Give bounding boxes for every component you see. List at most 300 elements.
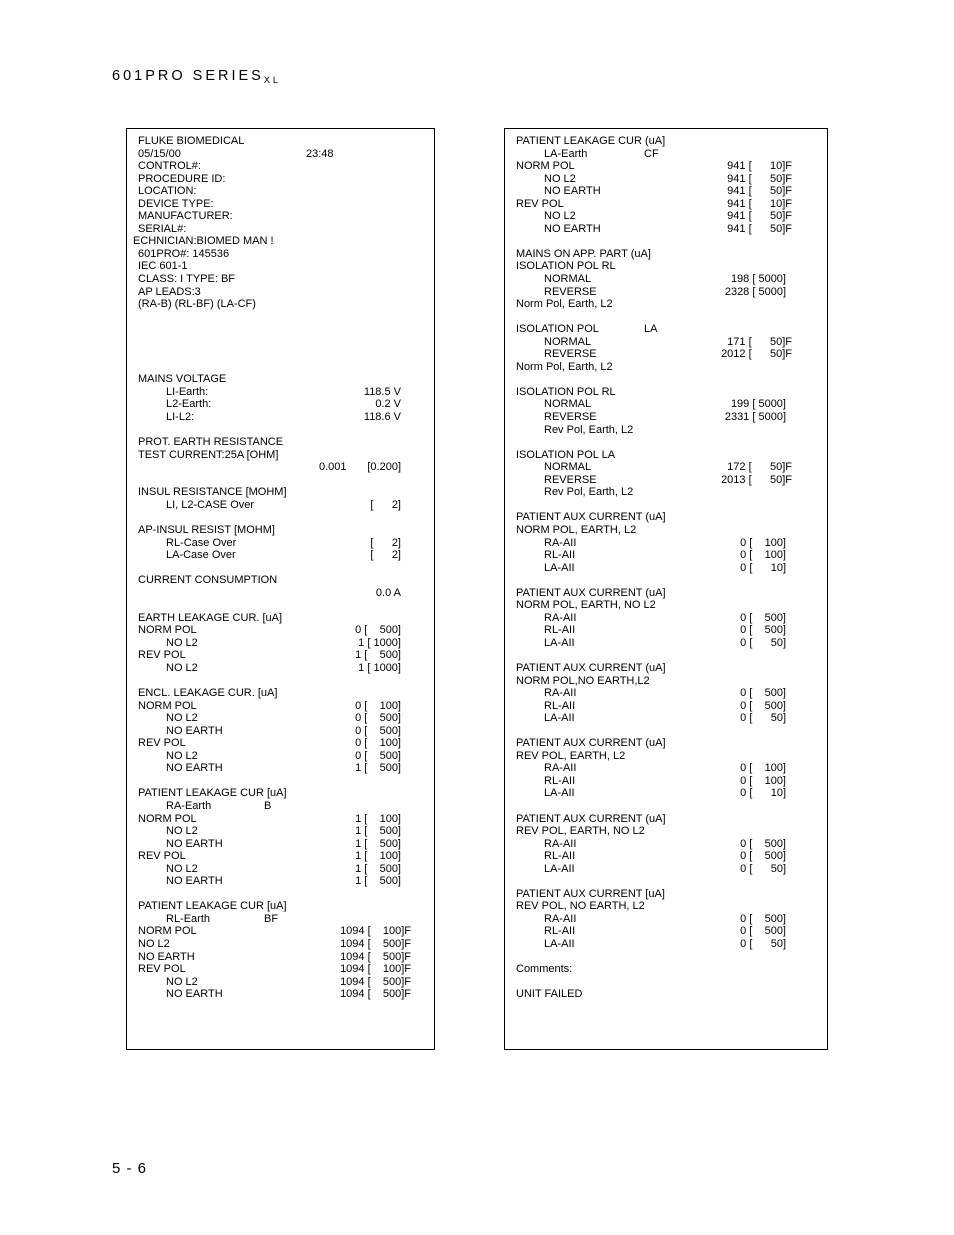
printout-label: LI, L2-CASE Over [166,498,255,511]
printout-line [505,185,827,198]
printout-line [127,825,434,838]
printout-label: Rev Pol, Earth, L2 [544,486,634,499]
printout-line [505,135,827,148]
printout-label: PATIENT AUX CURRENT (uA] [516,661,666,674]
printout-label: RL-AII [544,699,576,712]
printout-value: 199 [ 5000] [730,398,786,411]
printout-line [505,612,827,625]
printout-blank-line [505,875,827,888]
printout-value: 1 [ 500] [355,875,401,888]
printout-label: EARTH LEAKAGE CUR. [uA] [138,611,283,624]
printout-value: 0 [ 100] [740,549,786,562]
printout-line [127,813,434,826]
printout-label: L2-Earth: [166,398,212,411]
printout-blank-line [505,235,827,248]
header-title-main: 601PRO SERIES [112,68,264,84]
printout-annotation: LA [644,323,658,336]
printout-line [127,838,434,851]
printout-label: REVERSE [544,473,597,486]
printout-label: ISOLATION POL [516,323,599,336]
printout-line [127,750,434,763]
printout-line [127,260,434,273]
printout-line [127,637,434,650]
printout-label: REVERSE [544,285,597,298]
printout-label: IEC 601-1 [138,260,188,273]
printout-blank-line [127,599,434,612]
printout-value: [ 2] [370,549,401,562]
printout-line [127,662,434,675]
printout-value: 2012 [ 50]F [721,348,792,361]
printout-line [505,248,827,261]
printout-line [505,160,827,173]
printout-line [505,825,827,838]
printout-label: Rev Pol, Earth, L2 [544,423,634,436]
printout-label: RL-AII [544,549,576,562]
printout-line [505,273,827,286]
printout-value: 0 [ 100] [740,762,786,775]
printout-value: 1094 [ 500]F [340,975,411,988]
printout-line [127,537,434,550]
printout-label: NO EARTH [166,762,223,775]
printout-label: REV POL [138,963,186,976]
printout-line [127,235,434,248]
printout-line [505,424,827,437]
printout-label: NORMAL [544,398,592,411]
printout-blank-line [505,311,827,324]
printout-label: LOCATION: [138,185,197,198]
printout-label: RL-AII [544,774,576,787]
printout-line [127,449,434,462]
printout-value: 0 [ 500] [740,837,786,850]
printout-blank-line [505,725,827,738]
printout-label: PATIENT AUX CURRENT (uA] [516,812,666,825]
printout-line [127,863,434,876]
printout-value: 0 [ 500] [355,724,401,737]
printout-annotation: B [264,799,272,812]
printout-blank-line [505,951,827,964]
printout-line [505,336,827,349]
printout-line [127,461,434,474]
printout-value: [ 2] [370,536,401,549]
printout-label: RL-AII [544,925,576,938]
printout-line [505,938,827,951]
printout-line [505,562,827,575]
printout-label: NORM POL [138,624,197,637]
printout-value: 0 [ 500] [355,749,401,762]
printout-line [505,474,827,487]
printout-label: RA-AII [544,687,577,700]
printout-line [127,800,434,813]
printout-label: SERIAL#: [138,222,187,235]
printout-label: PATIENT AUX CURRENT (uA] [516,737,666,750]
printout-line [505,449,827,462]
printout-blank-line [505,649,827,662]
header-title-subscript: XL [263,75,281,85]
printout-label: PROT. EARTH RESISTANCE [138,436,284,449]
printout-line [127,976,434,989]
printout-label: REV POL, EARTH, NO L2 [516,825,645,838]
printout-label: PATIENT LEAKAGE CUR [uA] [138,900,287,913]
printout-label: REV POL [516,197,564,210]
printout-label: RL-AII [544,850,576,863]
printout-label: NORM POL, EARTH, NO L2 [516,599,656,612]
printout-label: RA-AII [544,912,577,925]
printout-label: NO L2 [544,172,576,185]
printout-label: RL-AII [544,624,576,637]
printout-line [505,511,827,524]
printout-label: LI-Earth: [166,385,209,398]
printout-blank-line [127,775,434,788]
printout-label: RA-AII [544,837,577,850]
printout-line [127,951,434,964]
printout-value: [0.200] [367,461,401,474]
printout-line [505,298,827,311]
printout-label: NO EARTH [166,875,223,888]
printout-blank-line [127,474,434,487]
printout-value: 0 [ 100] [355,699,401,712]
printout-value: 171 [ 50]F [727,335,792,348]
printout-line [127,160,434,173]
printout-value: 118.6 V [363,411,401,424]
printout-line [127,850,434,863]
printout-line [505,662,827,675]
printout-value: 1 [ 1000] [358,661,401,674]
printout-label: LA-AII [544,938,575,950]
printout-line [127,712,434,725]
printout-line [127,373,434,386]
printout-value: [ 2] [370,498,401,511]
printout-blank-line [127,675,434,688]
printout-value: 198 [ 5000] [730,273,786,286]
printout-value: 1 [ 100] [355,812,401,825]
printout-line [127,248,434,261]
printout-blank-line [127,348,434,361]
printout-value: 0 [ 500] [740,687,786,700]
printout-value: 1094 [ 500]F [340,938,411,950]
printout-label: MAINS VOLTAGE [138,373,227,386]
printout-line [505,624,827,637]
printout-value: 1094 [ 500]F [340,988,411,1001]
printout-value: 1 [ 500] [355,837,401,850]
printout-label: NORMAL [544,273,592,286]
printout-line [127,436,434,449]
printout-value: 1 [ 500] [355,762,401,775]
printout-label: PROCEDURE ID: [138,172,226,185]
printout-label: NO EARTH [166,724,223,737]
printout-line [127,524,434,537]
printout-label: 601PRO#: 145536 [138,247,230,260]
printout-value: 0 [ 500] [740,624,786,637]
printout-blank-line [127,311,434,324]
printout-label: ISOLATION POL RL [516,385,616,398]
printout-value: 0 [ 100] [740,774,786,787]
printout-line [127,286,434,299]
printout-label: Norm Pol, Earth, L2 [516,360,613,373]
printout-label: Norm Pol, Earth, L2 [516,298,613,311]
printout-label: ISOLATION POL LA [516,448,616,461]
printout-blank-line [505,499,827,512]
printout-line [505,398,827,411]
printout-line [127,185,434,198]
printout-line [127,411,434,424]
printout-value: 1 [ 500] [355,862,401,875]
printout-label: REV POL [138,649,186,662]
printout-label: NO EARTH [544,222,601,235]
printout-value: 0 [ 500] [740,850,786,863]
printout-line [505,537,827,550]
printout-line [127,198,434,211]
printout-label: ECHNICIAN:BIOMED MAN ! [133,235,274,248]
printout-line [127,737,434,750]
printout-line [127,210,434,223]
printout-value: 1 [ 500] [355,649,401,662]
printout-label: NO EARTH [166,988,223,1001]
printout-line [505,260,827,273]
printout-value: 0 [ 50] [740,938,786,950]
printout-line [127,386,434,399]
page-number: 5 - 6 [112,1160,148,1177]
printout-line [505,486,827,499]
printout-line [505,675,827,688]
printout-label: PATIENT AUX CURRENT [uA] [516,887,665,900]
printout-line [127,875,434,888]
printout-value: 118.5 V [363,385,401,398]
printout-line [505,787,827,800]
printout-label: NO L2 [166,749,198,762]
printout-line [505,411,827,424]
printout-label: NORMAL [544,461,592,474]
printout-value: 0 [ 50] [740,712,786,725]
printout-line [127,549,434,562]
printout-blank-line [127,361,434,374]
printout-label: ENCL. LEAKAGE CUR. [uA] [138,687,278,700]
printout-value: 941 [ 50]F [727,185,792,198]
printout-label: REV POL [138,850,186,863]
printout-line [505,461,827,474]
printout-line [505,900,827,913]
printout-line [505,712,827,725]
printout-line [127,762,434,775]
printout-line [127,135,434,148]
printout-label: DEVICE TYPE: [138,197,214,210]
printout-label: PATIENT AUX CURRENT (uA] [516,511,666,524]
printout-label: RL-Case Over [166,536,237,549]
printout-label: REV POL, EARTH, L2 [516,749,626,762]
printout-line [505,173,827,186]
printout-label: LA-AII [544,636,575,649]
printout-line [127,223,434,236]
printout-label: NO L2 [166,975,198,988]
printout-value: 0 [ 100] [355,737,401,750]
printout-line [127,499,434,512]
printout-label: NORMAL [544,335,592,348]
printout-label: AP LEADS:3 [138,285,201,298]
printout-label: REV POL [138,737,186,750]
printout-blank-line [505,800,827,813]
printout-label: NO L2 [166,825,198,838]
left-printout-panel [126,128,435,1050]
printout-label: NORM POL, EARTH, L2 [516,523,637,536]
printout-blank-line [505,574,827,587]
printout-line [505,323,827,336]
printout-value: 0 [ 50] [740,862,786,875]
printout-value: 0 [ 500] [740,611,786,624]
printout-line [127,486,434,499]
printout-label: CONTROL#: [138,160,201,173]
printout-label: ISOLATION POL RL [516,260,616,273]
printout-value: 0.0 A [375,586,401,599]
printout-line [505,775,827,788]
printout-value: 2331 [ 5000] [724,411,786,424]
printout-line [505,637,827,650]
printout-line [505,549,827,562]
printout-line [505,700,827,713]
printout-annotation: BF [264,912,279,925]
printout-label: CURRENT CONSUMPTION [138,574,278,587]
printout-label: LA-AII [544,787,575,800]
printout-label: NO L2 [166,862,198,875]
printout-line [505,198,827,211]
printout-label: NO EARTH [166,837,223,850]
printout-label: NO L2 [138,938,170,950]
printout-label: FLUKE BIOMEDICAL [138,135,245,147]
printout-line [127,612,434,625]
printout-line [505,687,827,700]
printout-value: 941 [ 50]F [727,210,792,223]
printout-line [505,750,827,763]
printout-line [505,223,827,236]
printout-line [127,687,434,700]
printout-label: RL-Earth [166,912,211,925]
printout-label: NORM POL [516,160,575,173]
printout-label: NORM POL,NO EARTH,L2 [516,674,650,687]
printout-label: LI-L2: [166,411,195,424]
printout-line [127,925,434,938]
printout-blank-line [127,562,434,575]
printout-blank-line [505,976,827,989]
printout-line [505,587,827,600]
printout-blank-line [505,373,827,386]
right-printout-rows [505,135,827,1001]
printout-label: NORM POL [138,925,197,938]
printout-line [505,762,827,775]
printout-annotation: 0.001 [319,461,347,474]
printout-value: 172 [ 50]F [727,461,792,474]
printout-line [127,574,434,587]
printout-line [127,649,434,662]
printout-line [127,298,434,311]
printout-label: NO L2 [544,210,576,223]
printout-label: PATIENT AUX CURRENT (uA] [516,586,666,599]
printout-line [127,913,434,926]
printout-line [505,348,827,361]
printout-blank-line [127,323,434,336]
printout-label: LA-Case Over [166,549,236,562]
printout-line [127,700,434,713]
printout-label: REVERSE [544,348,597,361]
printout-label: RA-AII [544,536,577,549]
printout-label: PATIENT LEAKAGE CUR (uA] [516,135,666,147]
printout-value: 1094 [ 100]F [340,925,411,938]
printout-value: 1 [ 500] [355,825,401,838]
printout-label: 05/15/00 [138,147,181,160]
printout-line [505,813,827,826]
printout-value: 2013 [ 50]F [721,473,792,486]
printout-value: 0 [ 500] [740,925,786,938]
printout-blank-line [505,436,827,449]
printout-line [127,725,434,738]
printout-line [127,900,434,913]
printout-label: NO L2 [166,661,198,674]
printout-line [505,913,827,926]
printout-line [127,963,434,976]
printout-value: 1 [ 100] [355,850,401,863]
printout-value: 0.2 V [375,398,401,411]
printout-line [505,386,827,399]
printout-value: 941 [ 50]F [727,172,792,185]
printout-label: REV POL, NO EARTH, L2 [516,900,645,913]
printout-value: 0 [ 10] [740,787,786,800]
printout-label: PATIENT LEAKAGE CUR [uA] [138,787,287,800]
printout-label: AP-INSUL RESIST [MOHM] [138,523,275,536]
printout-blank-line [127,511,434,524]
printout-value: 1094 [ 100]F [340,963,411,976]
printout-label: LA-AII [544,561,575,574]
printout-label: NO EARTH [138,950,195,963]
printout-line [505,599,827,612]
printout-value: 0 [ 500] [355,712,401,725]
printout-value: 0 [ 10] [740,561,786,574]
printout-line [127,273,434,286]
printout-line [127,624,434,637]
printout-line [505,210,827,223]
printout-value: 0 [ 500] [740,699,786,712]
printout-label: REVERSE [544,411,597,424]
printout-label: MAINS ON APP. PART (uA] [516,247,651,260]
printout-value: 0 [ 500] [740,912,786,925]
left-printout-rows [127,135,434,1001]
printout-line [505,361,827,374]
printout-line [505,888,827,901]
printout-line [505,148,827,161]
printout-line [505,524,827,537]
printout-label: NO EARTH [544,185,601,198]
printout-line [505,286,827,299]
page-header-title [112,68,281,85]
printout-line [127,148,434,161]
printout-line [127,988,434,1001]
printout-blank-line [127,424,434,437]
printout-label: LA-AII [544,862,575,875]
printout-line [127,587,434,600]
printout-line [127,787,434,800]
printout-value: 2328 [ 5000] [724,285,786,298]
printout-label: UNIT FAILED [516,988,583,1001]
printout-line [127,173,434,186]
printout-line [505,988,827,1001]
printout-label: (RA-B) (RL-BF) (LA-CF) [138,298,256,311]
printout-line [505,850,827,863]
printout-value: 0 [ 100] [740,536,786,549]
printout-label: LA-Earth [544,147,588,160]
printout-label: INSUL RESISTANCE [MOHM] [138,486,287,499]
printout-label: NORM POL [138,699,197,712]
printout-line [505,925,827,938]
printout-label: CLASS: I TYPE: BF [138,273,235,286]
printout-label: LA-AII [544,712,575,725]
printout-value: 941 [ 50]F [727,222,792,235]
printout-value: 1 [ 1000] [358,636,401,649]
